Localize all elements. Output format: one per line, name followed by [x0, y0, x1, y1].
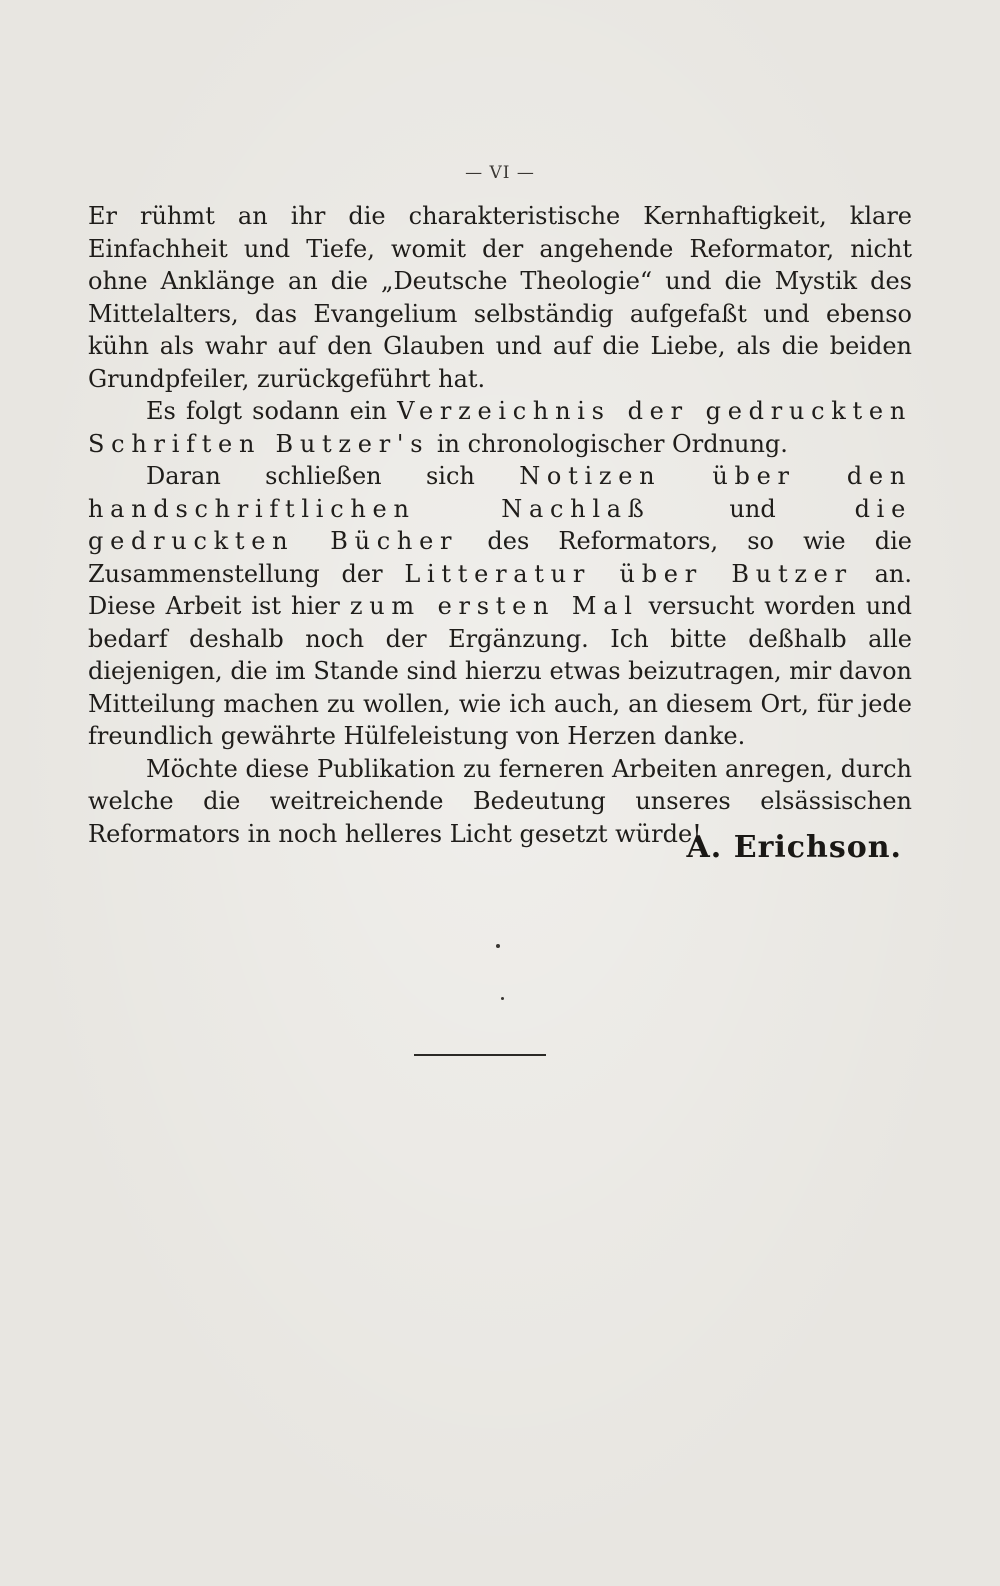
paragraph-3-part1: Daran schließen sich [146, 462, 520, 490]
ink-dot [496, 944, 500, 948]
paragraph-3-part3: des Reformators, so wie die Zusammenstellung der [88, 527, 912, 588]
paragraph-2 [88, 395, 912, 460]
paragraph-3-part4: an. Diese Arbeit ist hier [88, 559, 912, 620]
paragraph-3-emphasis-3: Litteratur über Butzer [404, 559, 853, 588]
paragraph-3-emphasis-2: die gedruckten Bücher [88, 494, 912, 555]
closing-rule [414, 1054, 546, 1056]
paragraph-2-after: in chronologischer Ordnung. [429, 429, 788, 458]
author-signature: A. Erichson. [686, 830, 902, 865]
paragraph-2-emphasis: Verzeichnis der gedruckten Schriften Butzer's [88, 397, 912, 458]
paragraph-3-emphasis-4: zum ersten Mal [349, 592, 639, 620]
paragraph-3-emphasis-1: Notizen über den handschriftlichen Nachlaß [88, 462, 912, 523]
body-text [88, 200, 912, 850]
page-number: — VI — [465, 163, 535, 183]
paragraph-1: Er rühmt an ihr die charakteristische Kernhaftigkeit, klare Einfachheit und Tiefe, womit der angehende Reformator, nicht ohne Anklänge an die „Deutsche Theologie“ und die Mystik des Mittelalters, das Evangelium selbständig aufgefaßt und ebenso kühn als wahr auf den Glauben und auf die Liebe, als die beiden Grundpfeiler, zurückgeführt hat. [88, 202, 912, 393]
paragraph-2-before: Es folgt sodann ein [146, 397, 398, 425]
paragraph-4: Möchte diese Publikation zu ferneren Arbeiten anregen, durch welche die weitreichende Bedeutung unseres elsässischen Reformators in noch helleres Licht gesetzt würde! [88, 754, 912, 848]
paragraph-3-part2: und [650, 494, 855, 523]
paragraph-3 [88, 460, 912, 753]
paragraph-3-part5: versucht worden und bedarf deshalb noch der Ergänzung. Ich bitte deßhalb alle diejenigen, die im Stande sind hierzu etwas beizutragen, mir davon Mitteilung machen zu wollen, wie ich auch, an diesem Ort, für jede freundlich gewährte Hülfeleistung von Herzen danke. [88, 592, 913, 750]
ink-dot [501, 997, 504, 1000]
